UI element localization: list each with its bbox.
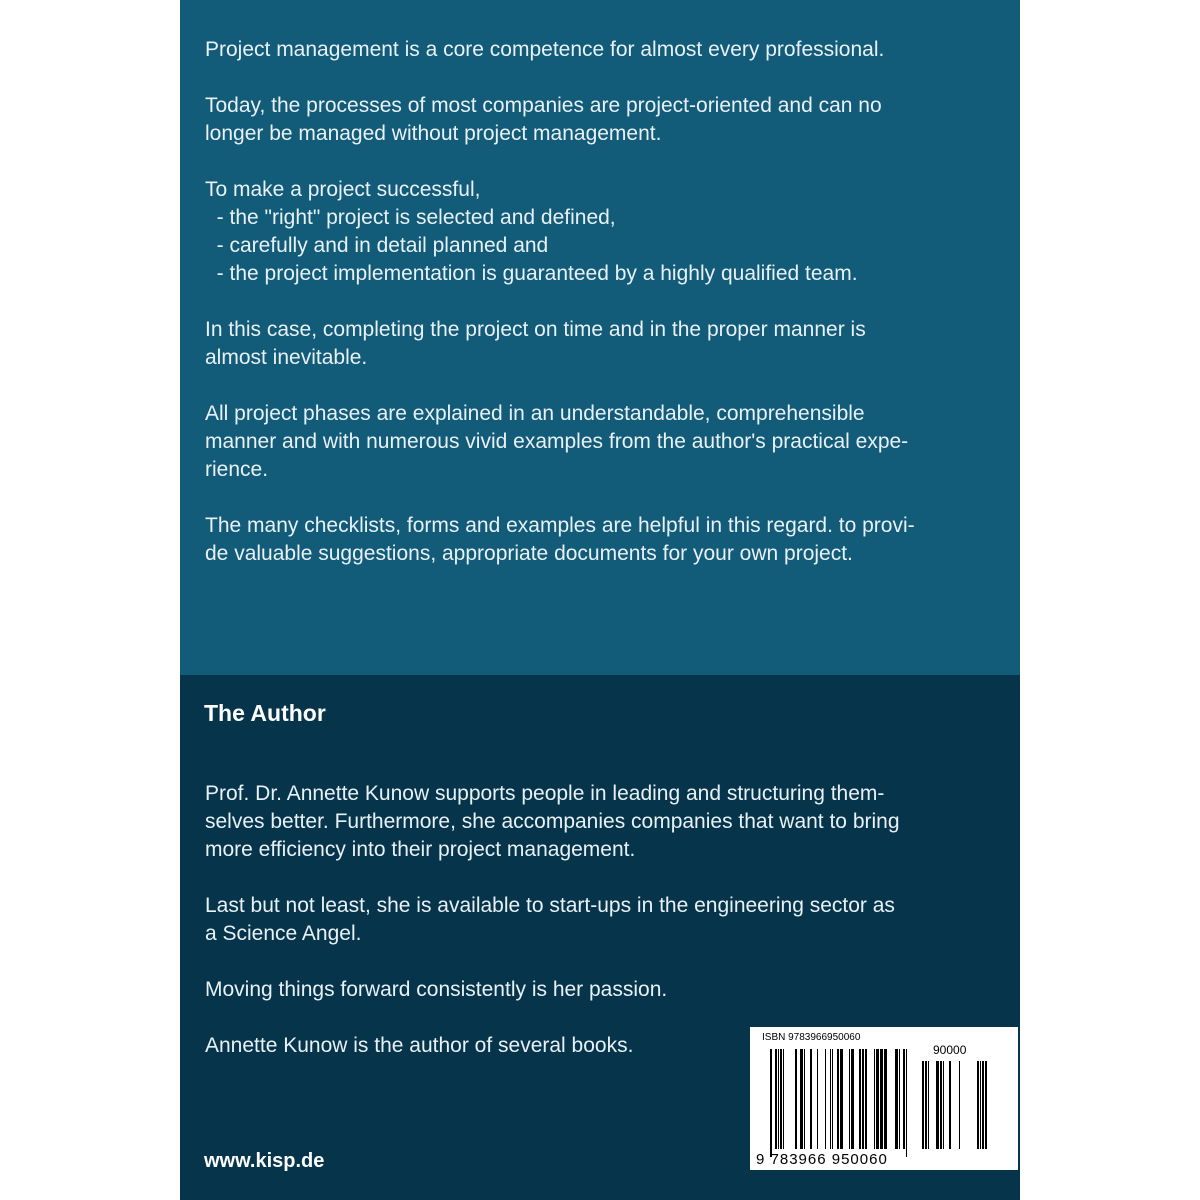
barcode-bar bbox=[876, 1049, 879, 1149]
text-line: In this case, completing the project on time and in the proper manner is bbox=[205, 318, 866, 341]
barcode-bar bbox=[783, 1049, 784, 1149]
text-line: Project management is a core competence for almost every professional. bbox=[205, 38, 885, 61]
barcode-bar bbox=[865, 1049, 867, 1149]
barcode-bar bbox=[849, 1049, 850, 1149]
barcode-bar bbox=[862, 1049, 864, 1149]
paragraph bbox=[205, 400, 915, 484]
barcode-bar bbox=[775, 1049, 777, 1149]
addon-bar bbox=[977, 1061, 979, 1149]
paragraph bbox=[205, 92, 915, 148]
barcode-bar bbox=[899, 1049, 900, 1149]
text-line: Moving things forward consistently is her passion. bbox=[205, 978, 668, 1001]
barcode-bar bbox=[795, 1049, 797, 1149]
barcode-bar bbox=[780, 1049, 782, 1149]
description-panel bbox=[180, 0, 1020, 675]
barcode-bar bbox=[851, 1049, 854, 1149]
isbn-label: ISBN 9783966950060 bbox=[762, 1032, 861, 1043]
addon-bar bbox=[980, 1061, 981, 1149]
barcode-bar bbox=[800, 1049, 803, 1149]
text-line: - the project implementation is guaranteed by a highly qualified team. bbox=[205, 262, 858, 285]
addon-bar bbox=[959, 1061, 960, 1149]
paragraph bbox=[205, 36, 915, 64]
text-line: Prof. Dr. Annette Kunow supports people in leading and structuring them- bbox=[205, 782, 885, 805]
addon-bar bbox=[982, 1061, 984, 1149]
text-line: a Science Angel. bbox=[205, 922, 362, 945]
barcode-bar bbox=[906, 1049, 907, 1157]
barcode-bar bbox=[895, 1049, 898, 1149]
barcode-bar bbox=[880, 1049, 883, 1149]
isbn-barcode bbox=[750, 1027, 1018, 1170]
paragraph bbox=[205, 316, 915, 372]
text-line: more efficiency into their project management. bbox=[205, 838, 636, 861]
barcode-bars bbox=[750, 1027, 1018, 1170]
text-line: - the "right" project is selected and defined, bbox=[205, 206, 616, 229]
addon-bar bbox=[936, 1061, 939, 1149]
addon-bar bbox=[940, 1061, 942, 1149]
barcode-bar bbox=[874, 1049, 875, 1149]
addon-bar bbox=[925, 1061, 927, 1149]
addon-bar bbox=[949, 1061, 951, 1149]
paragraph bbox=[205, 892, 900, 948]
text-line: almost inevitable. bbox=[205, 346, 368, 369]
text-line: selves better. Furthermore, she accompanies companies that want to bring bbox=[205, 810, 900, 833]
barcode-digits: 9 783966 950060 bbox=[756, 1151, 888, 1168]
text-line: Today, the processes of most companies are project-oriented and can no bbox=[205, 94, 882, 117]
text-line: Last but not least, she is available to start-ups in the engineering sector as bbox=[205, 894, 895, 917]
addon-bar bbox=[985, 1061, 987, 1149]
barcode-bar bbox=[817, 1049, 818, 1149]
text-line: Annette Kunow is the author of several books. bbox=[205, 1034, 634, 1057]
barcode-bar bbox=[840, 1049, 843, 1149]
text-line: manner and with numerous vivid examples from the author's practical expe- bbox=[205, 430, 909, 453]
text-line: rience. bbox=[205, 458, 269, 481]
barcode-bar bbox=[903, 1049, 905, 1149]
addon-bar bbox=[928, 1061, 929, 1149]
description-text bbox=[205, 36, 915, 596]
barcode-bar bbox=[770, 1049, 772, 1157]
paragraph bbox=[205, 780, 900, 864]
barcode-addon: 90000 bbox=[933, 1043, 967, 1057]
paragraph bbox=[205, 176, 915, 288]
author-heading: The Author bbox=[204, 700, 326, 726]
barcode-bar bbox=[825, 1049, 826, 1149]
barcode-bar bbox=[832, 1049, 833, 1149]
text-line: de valuable suggestions, appropriate documents for your own project. bbox=[205, 542, 853, 565]
website-link[interactable]: www.kisp.de bbox=[204, 1150, 325, 1172]
text-line: All project phases are explained in an understandable, comprehensible bbox=[205, 402, 865, 425]
addon-bar bbox=[922, 1061, 924, 1149]
barcode-bar bbox=[884, 1049, 887, 1149]
text-line: The many checklists, forms and examples are helpful in this regard. to provi- bbox=[205, 514, 915, 537]
barcode-bar bbox=[804, 1049, 805, 1149]
barcode-bar bbox=[810, 1049, 812, 1149]
addon-bar bbox=[943, 1061, 944, 1149]
text-line: longer be managed without project management. bbox=[205, 122, 662, 145]
paragraph bbox=[205, 512, 915, 568]
barcode-bar bbox=[837, 1049, 839, 1149]
paragraph bbox=[205, 976, 900, 1004]
barcode-bar bbox=[859, 1049, 861, 1149]
text-line: - carefully and in detail planned and bbox=[205, 234, 549, 257]
text-line: To make a project successful, bbox=[205, 178, 481, 201]
back-cover bbox=[180, 0, 1020, 1200]
barcode-bar bbox=[830, 1049, 831, 1149]
barcode-bar bbox=[778, 1049, 779, 1149]
